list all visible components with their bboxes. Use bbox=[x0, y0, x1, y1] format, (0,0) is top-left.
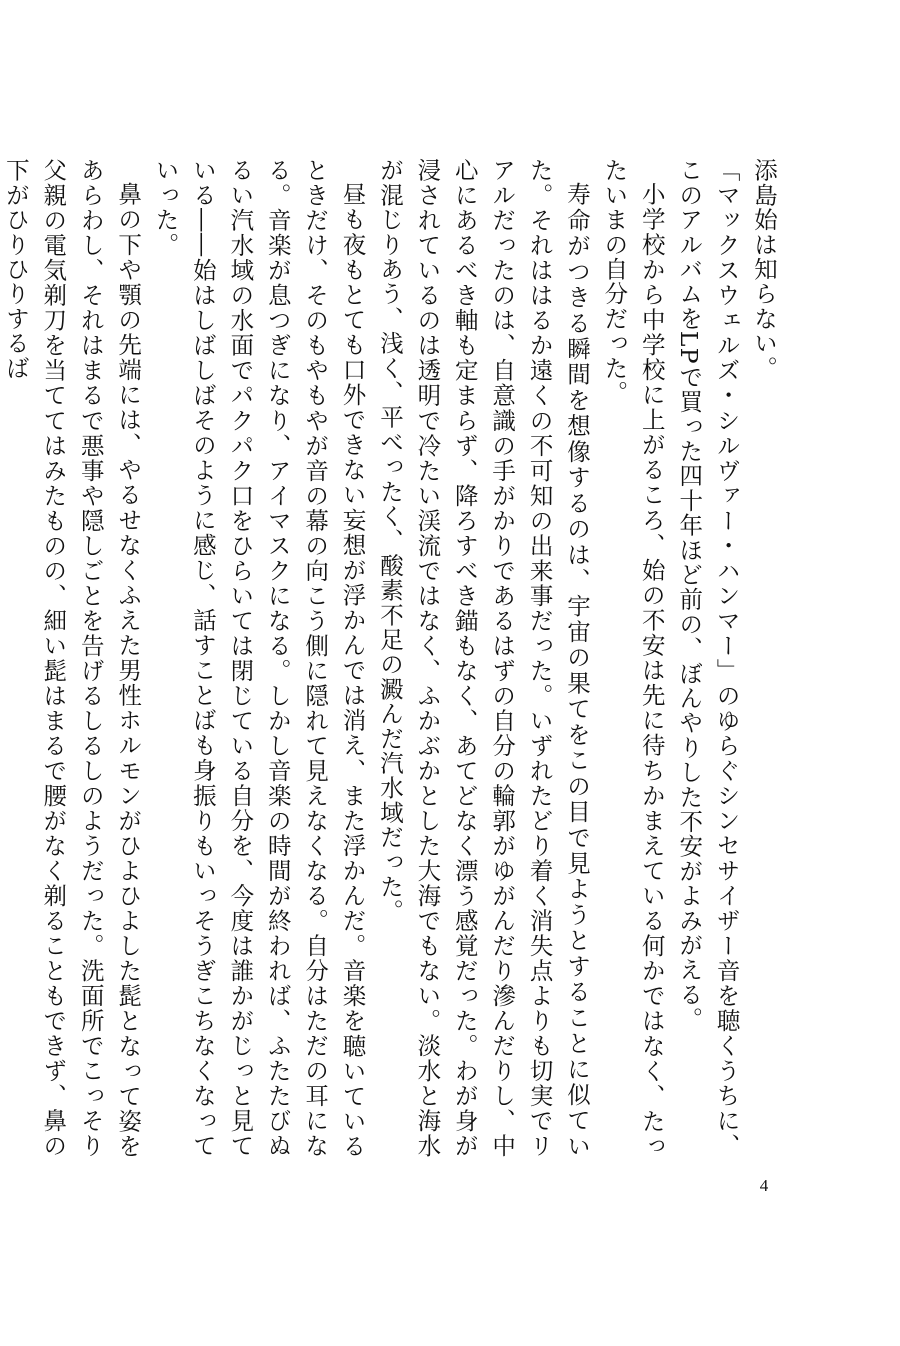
body-text bbox=[1, 158, 782, 1159]
page-number: 4 bbox=[759, 1176, 769, 1195]
paragraph: 「マックスウェルズ・シルヴァー・ハンマー」のゆらぐシンセサイザー音を聴くうちに、このアルバムをLPで買った四十年ほど前の、ぼんやりした不安がよみがえる。 bbox=[675, 158, 741, 1158]
paragraph: 寿命がつきる瞬間を想像するのは、宇宙の果てをこの目で見ようとすることに似ていた。それははるか遠くの不可知の出来事だった。いずれたどり着く消失点よりも切実でリアルだったのは、自意識の手がかりであるはずの自分の輪郭がゆがんだり滲んだりし、中心にあるべき軸も定まらず、降ろすべき錨もなく、あてどなく漂う感覚だった。わが身が浸されているのは透明で冷たい渓流ではなく、ふかぶかとした大海でもない。淡水と海水が混じりあう、浅く、平べったく、酸素不足の澱んだ汽水域だった。 bbox=[375, 158, 591, 1158]
paragraph: 鼻の下や顎の先端には、やるせなくふえた男性ホルモンがひよひよした髭となって姿をあらわし、それはまるで悪事や隠しごとを告げるしるしのようだった。洗面所でこっそり父親の電気剃刀を当ててはみたものの、細い髭はまるで腰がなく剃ることもできず、鼻の下がひりひりするば bbox=[1, 158, 143, 1158]
paragraph: 昼も夜もとても口外できない妄想が浮かんでは消え、また浮かんだ。音楽を聴いているときだけ、そのもやもやが音の幕の向こう側に隠れて見えなくなる。自分はただの耳になる。音楽が息つぎになり、アイマスクになる。しかし音楽の時間が終われば、ふたたびぬるい汽水域の水面でパクパク口をひらいては閉じている自分を、今度は誰かがじっと見ている――始はしばしばそのように感じ、話すことばも身振りもいっそうぎこちなくなっていった。 bbox=[151, 158, 367, 1159]
paragraph: 小学校から中学校に上がるころ、始の不安は先に待ちかまえている何かではなく、たったいまの自分だった。 bbox=[600, 158, 666, 1158]
paragraph: 添島始は知らない。 bbox=[750, 158, 778, 381]
